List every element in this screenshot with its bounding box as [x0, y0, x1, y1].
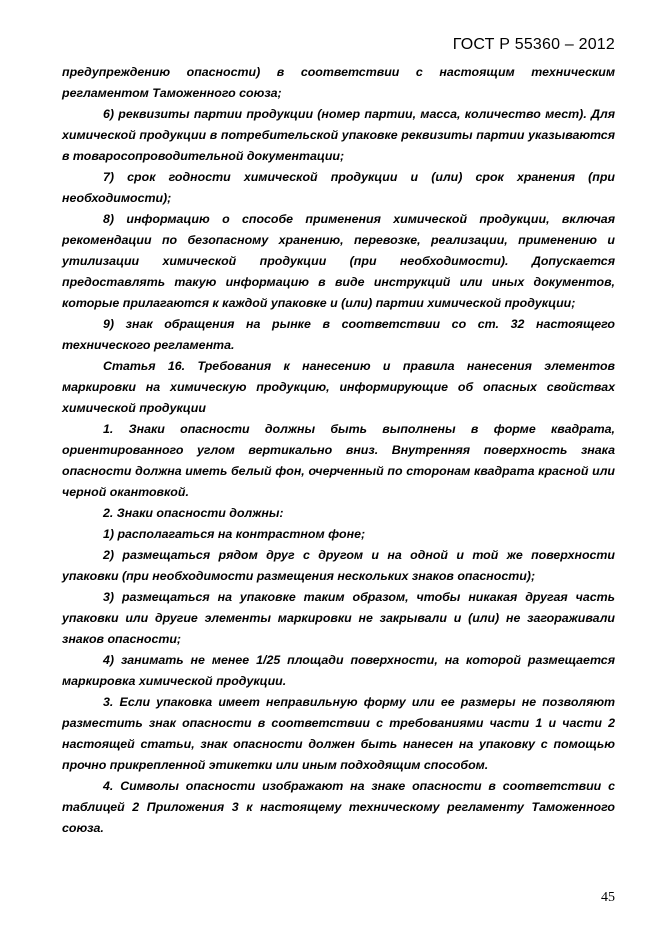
paragraph-item-7: 7) срок годности химической продукции и (или) срок хранения (при необходимости);: [62, 170, 615, 205]
clause-2-item-2: 2) размещаться рядом друг с другом и на одной и той же поверхности упаковки (при необходимости размещения нескольких знаков опасности);: [62, 548, 615, 583]
clause-2-item-1: 1) располагаться на контрастном фоне;: [103, 527, 366, 541]
page-number: 45: [601, 890, 615, 905]
clause-3: 3. Если упаковка имеет неправильную форму или ее размеры не позволяют разместить знак опасности в соответствии с требованиями части 1 и части 2 настоящей статьи, знак опасности должен быть нанесен на упаковку с помощью прочно прикрепленной этикетки или иным подходящим способом.: [62, 695, 615, 772]
paragraph-item-9: 9) знак обращения на рынке в соответствии со ст. 32 настоящего технического регламента.: [62, 317, 615, 352]
paragraph-item-8: 8) информацию о способе применения химической продукции, включая рекомендации по безопасному хранению, перевозке, реализации, применению и утилизации химической продукции (при необходимости). Допускается предоставлять такую информацию в виде инструкций или иных документов, которые прилагаются к каждой упаковке и (или) партии химической продукции;: [62, 212, 615, 310]
clause-2-item-4: 4) занимать не менее 1/25 площади поверхности, на которой размещается маркировка химической продукции.: [62, 653, 615, 688]
clause-2: 2. Знаки опасности должны:: [103, 506, 284, 520]
clause-4: 4. Символы опасности изображают на знаке опасности в соответствии с таблицей 2 Приложения 3 к настоящему техническому регламенту Таможенного союза.: [62, 779, 615, 835]
article-16-heading: Статья 16. Требования к нанесению и правила нанесения элементов маркировки на химическую продукцию, информирующие об опасных свойствах химической продукции: [62, 359, 615, 415]
paragraph-continuation: предупреждению опасности) в соответствии с настоящим техническим регламентом Таможенного союза;: [62, 65, 615, 100]
clause-1: 1. Знаки опасности должны быть выполнены в форме квадрата, ориентированного углом вертикально вниз. Внутренняя поверхность знака опасности должна иметь белый фон, очерченный по сторонам квадрата красной или черной окантовкой.: [62, 422, 615, 499]
document-code-header: ГОСТ Р 55360 – 2012: [452, 36, 615, 53]
paragraph-item-6: 6) реквизиты партии продукции (номер партии, масса, количество мест). Для химической продукции в потребительской упаковке реквизиты партии указываются в товаросопроводительной документации;: [62, 107, 615, 163]
clause-2-item-3: 3) размещаться на упаковке таким образом, чтобы никакая другая часть упаковки или другие элементы маркировки не закрывали и (или) не загораживали знаков опасности;: [62, 590, 615, 646]
document-body: [62, 62, 615, 839]
